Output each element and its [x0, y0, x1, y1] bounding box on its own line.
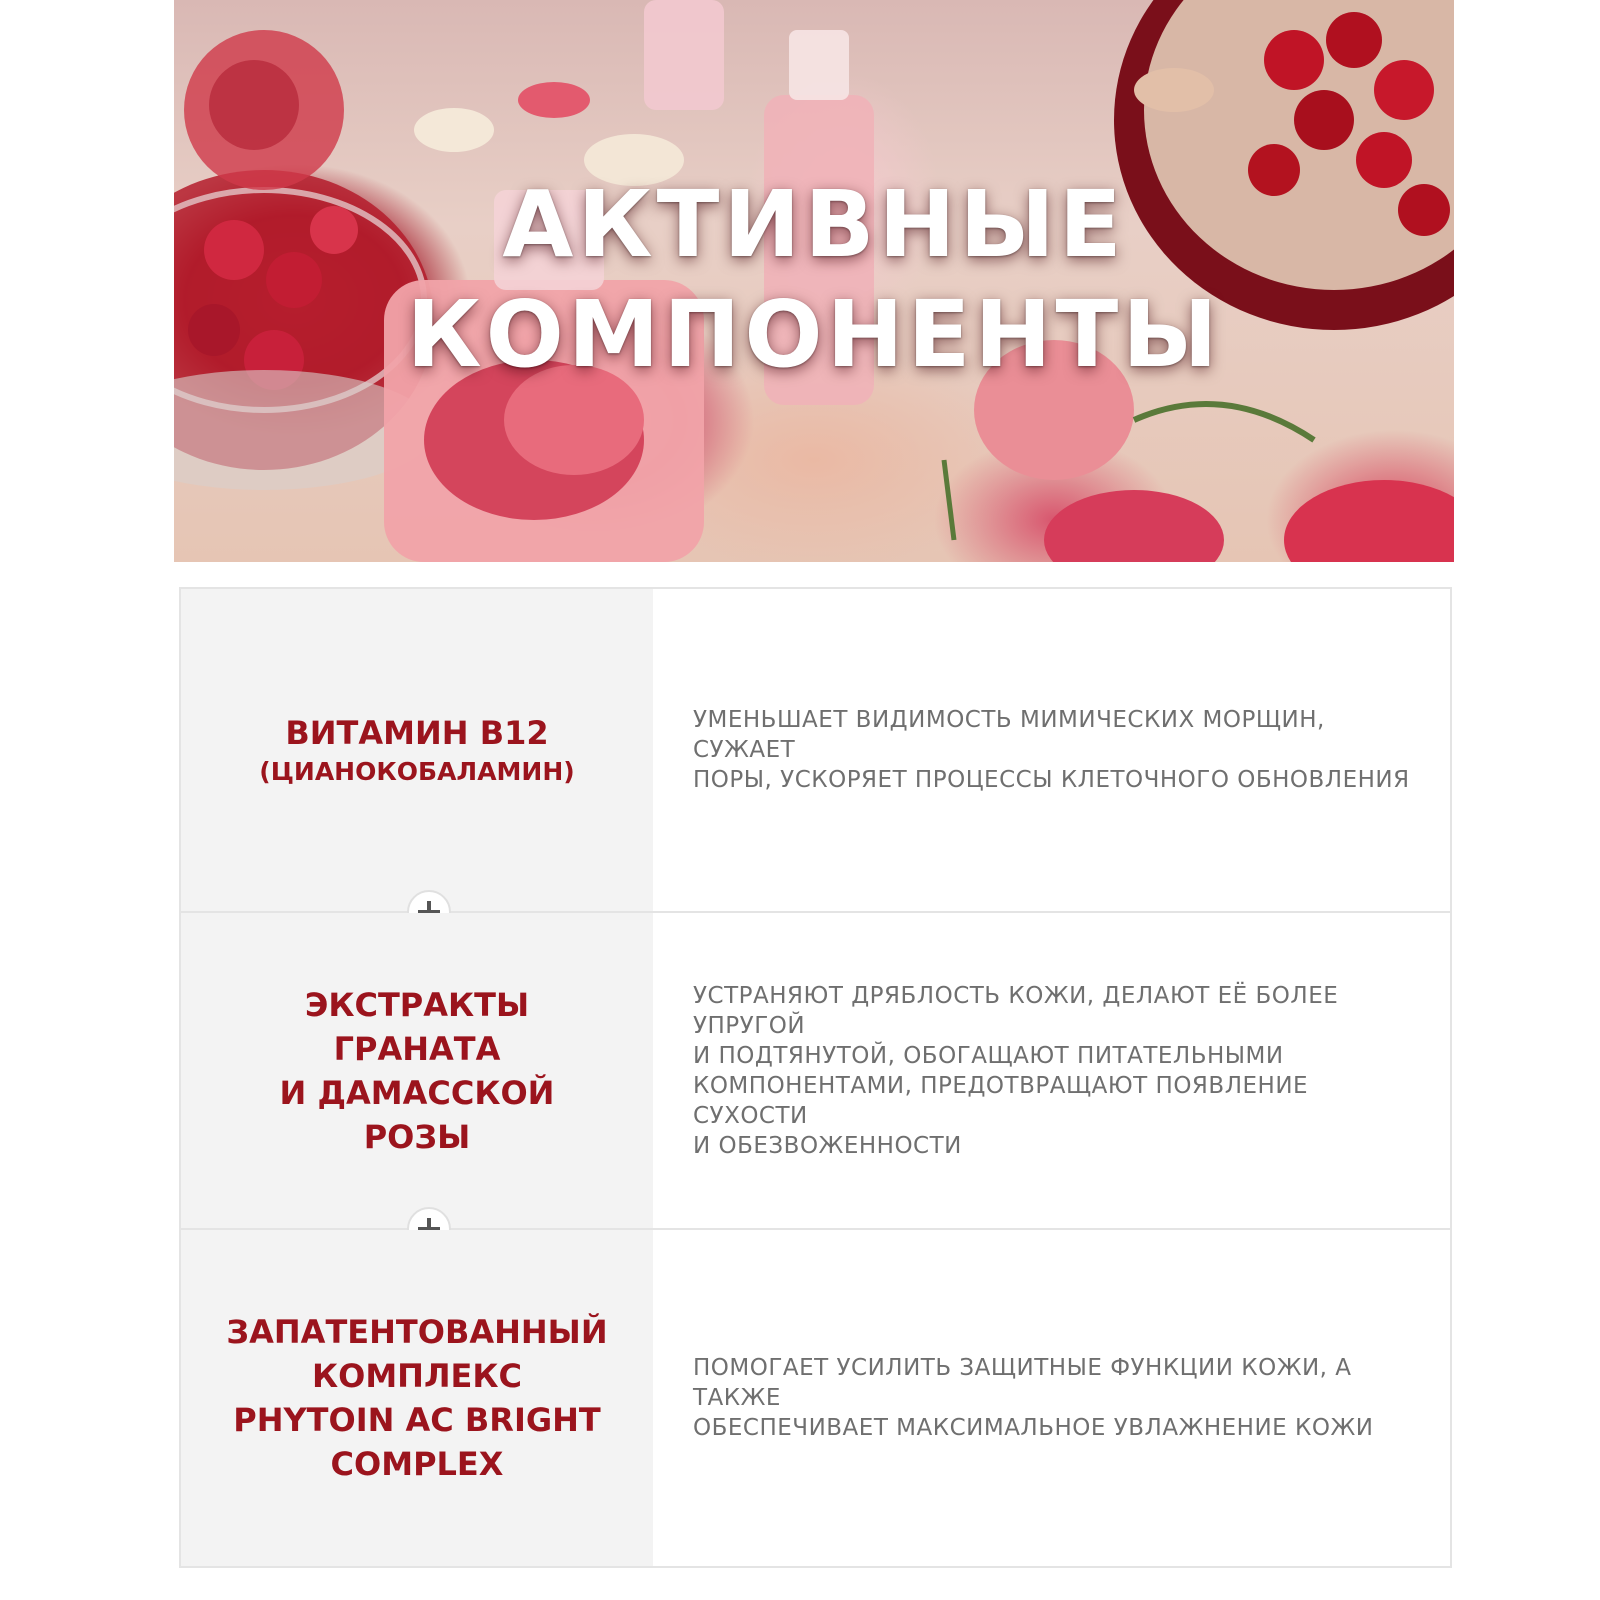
component-name	[259, 711, 574, 789]
component-name-line: ВИТАМИН B12	[285, 714, 549, 752]
desc-line: ПОРЫ, УСКОРЯЕТ ПРОЦЕССЫ КЛЕТОЧНОГО ОБНОВЛЕНИЯ	[693, 767, 1410, 793]
component-name-cell	[181, 589, 653, 911]
hero-title	[174, 170, 1454, 390]
hero-banner	[174, 0, 1454, 562]
component-name-cell	[181, 1230, 653, 1566]
desc-line: УМЕНЬШАЕТ ВИДИМОСТЬ МИМИЧЕСКИХ МОРЩИН, СУЖАЕТ	[693, 707, 1325, 763]
component-description	[693, 1353, 1420, 1443]
component-name-line: ГРАНАТА	[333, 1029, 501, 1068]
component-desc-cell	[653, 1230, 1450, 1566]
components-table	[179, 587, 1452, 1568]
component-desc-cell	[653, 589, 1450, 911]
desc-line: УСТРАНЯЮТ ДРЯБЛОСТЬ КОЖИ, ДЕЛАЮТ ЕЁ БОЛЕЕ УПРУГОЙ	[693, 982, 1339, 1039]
component-name-line: ЗАПАТЕНТОВАННЫЙ	[226, 1313, 608, 1351]
desc-line: ПОМОГАЕТ УСИЛИТЬ ЗАЩИТНЫЕ ФУНКЦИИ КОЖИ, А ТАКЖЕ	[693, 1355, 1352, 1411]
hero-title-line-1: АКТИВНЫЕ	[502, 171, 1126, 278]
component-name-line: PHYTOIN AC BRIGHT	[233, 1401, 601, 1439]
desc-line: И ОБЕЗВОЖЕННОСТИ	[693, 1132, 962, 1159]
component-description	[693, 981, 1420, 1161]
component-name-line: И ДАМАССКОЙ	[279, 1073, 555, 1112]
component-name-sub: (ЦИАНОКОБАЛАМИН)	[259, 757, 575, 786]
component-description	[693, 705, 1420, 795]
component-name	[280, 983, 555, 1159]
component-name-line: РОЗЫ	[363, 1117, 471, 1156]
component-name-line: COMPLEX	[330, 1445, 504, 1483]
component-row-pomegranate-rose	[181, 913, 1450, 1228]
desc-line: И ПОДТЯНУТОЙ, ОБОГАЩАЮТ ПИТАТЕЛЬНЫМИ	[693, 1042, 1284, 1069]
component-desc-cell	[653, 913, 1450, 1228]
desc-line: ОБЕСПЕЧИВАЕТ МАКСИМАЛЬНОЕ УВЛАЖНЕНИЕ КОЖИ	[693, 1415, 1374, 1441]
desc-line: КОМПОНЕНТАМИ, ПРЕДОТВРАЩАЮТ ПОЯВЛЕНИЕ СУХОСТИ	[693, 1072, 1309, 1129]
component-name-line: ЭКСТРАКТЫ	[304, 985, 530, 1024]
component-name	[226, 1310, 607, 1486]
component-row-phytoin-complex	[181, 1230, 1450, 1566]
component-name-cell	[181, 913, 653, 1228]
component-name-line: КОМПЛЕКС	[311, 1357, 523, 1395]
hero-title-line-2: КОМПОНЕНТЫ	[406, 281, 1222, 388]
component-row-vitamin-b12	[181, 589, 1450, 911]
